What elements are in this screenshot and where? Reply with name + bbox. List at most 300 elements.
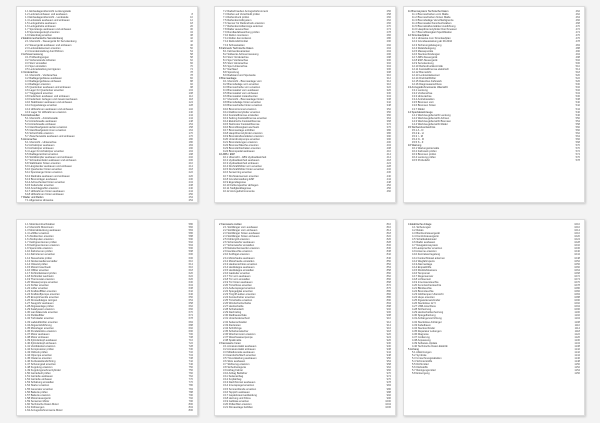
toc-entry-title: 12.12 Bremslicht — [412, 70, 432, 74]
toc-entry-title: 10.8 Grundeinstellung ESP — [223, 177, 255, 181]
toc-entry-page-number: 302 — [386, 61, 391, 65]
toc-entry-page-number: 762 — [188, 375, 193, 379]
toc-entry-page-number: 912 — [386, 320, 391, 324]
toc-entry-page-number: 372 — [386, 122, 391, 126]
toc-entry-page-number: 418 — [386, 159, 391, 163]
toc-entry-page-number: 930 — [386, 344, 391, 348]
toc-entry-page-number: 1108 — [574, 320, 580, 324]
toc-entry-page-number: 308 — [386, 70, 391, 74]
toc-entry-title: 4.8 Lautsprecher ersetzen — [412, 247, 443, 251]
toc-entry-page-number: 670 — [188, 311, 193, 315]
toc-entry-title: 16.2 Fahrwerk prüfen — [412, 150, 437, 154]
toc-entry-page-number: 908 — [386, 314, 391, 318]
toc-entry-title: 2.26 Windschutzscheibe — [223, 302, 252, 306]
toc-entry-title: 3.9 Airbag Fahrer — [223, 369, 244, 373]
toc-entry-title: 1.52 Getriebe einbauen — [25, 378, 53, 382]
toc-entry-page-number: 854 — [386, 265, 391, 269]
toc-entry-page-number: 476 — [575, 34, 580, 38]
toc-entry-title: 2.15 Heckklappe einstellen — [223, 268, 255, 272]
toc-entry-title: 7.13 Schneeketten — [223, 43, 245, 47]
toc-entry-page-number: 610 — [188, 259, 193, 263]
toc-entry-title: 1.40 Zylinderkopf einbauen — [25, 341, 57, 345]
toc-entry-page-number: 1020 — [574, 235, 580, 239]
toc-entry-page-number: 404 — [386, 144, 391, 148]
toc-entry-title: 6.17 Hilfsrahmen hinten ausbauen — [25, 189, 65, 193]
toc-entry-title: 2.4 Stoßfänger hinten einbauen — [223, 235, 260, 239]
toc-entry-page-number: 356 — [386, 110, 391, 114]
toc-entry-page-number: 1060 — [574, 265, 580, 269]
toc-entry-page-number: 1010 — [574, 226, 580, 230]
toc-entry-title: 2.7 Scheinwerfer einstellen — [223, 244, 255, 248]
toc-entry-page-number: 312 — [386, 80, 391, 84]
toc-entry-page-number: 78 — [190, 73, 193, 77]
toc-entry-title: 5.1 Übersicht - Antriebswelle — [25, 116, 58, 120]
toc-entry-page-number: 296 — [386, 52, 391, 56]
toc-entry-page-number: 1138 — [574, 344, 580, 348]
toc-entry-page-number: 118 — [188, 98, 193, 102]
toc-entry-page-number: 410 — [386, 150, 391, 154]
toc-entry-title: 2.4 Grundeinstellung durchführen — [25, 49, 64, 53]
toc-entry-page-number: 688 — [188, 323, 193, 327]
toc-entry-title: 5.2 Symbole — [412, 354, 427, 358]
toc-entry-title: 4.25 Zigarettenanzünder — [412, 299, 441, 303]
toc-entry-title: 2.5 Kühlergrill ersetzen — [223, 238, 250, 242]
toc-entry-title: 9.24 Bremspedal ausbauen — [223, 150, 255, 154]
toc-entry-page-number: 1148 — [574, 360, 580, 364]
toc-entry-page-number: 50 — [190, 46, 193, 50]
toc-entry-page-number: 894 — [386, 302, 391, 306]
toc-entry-page-number: 1076 — [574, 280, 580, 284]
toc-entry-page-number: 926 — [386, 338, 391, 342]
toc-entry-page-number: 510 — [575, 64, 580, 68]
toc-entry-title: 8.9 Radstand und Spurweite — [223, 73, 256, 77]
toc-entry-page-number: 520 — [575, 73, 580, 77]
toc-entry-page-number: 432 — [386, 168, 391, 172]
toc-entry-title: 11.4 Bremssattel Kennbuchstaben — [412, 22, 452, 26]
toc-entry-page-number: 1126 — [574, 335, 580, 339]
toc-entry-title: 10.6 Sensorring ersetzen — [223, 171, 252, 175]
toc-entry-page-number: 642 — [188, 290, 193, 294]
toc-entry-title: 10.2 Hydraulikeinheit ausbauen — [223, 159, 260, 163]
toc-entry-page-number: 770 — [188, 378, 193, 382]
toc-entry-title: 9.12 Feststellbremse einstellen — [223, 113, 259, 117]
toc-entry-page-number: 300 — [386, 58, 391, 62]
toc-entry-title: 8.3 Sturz Vorderachse — [223, 55, 249, 59]
toc-entry-title: 13.2 Vorderachse — [412, 92, 433, 96]
toc-entry-title: 1.6 Lenkgetriebe einbauen — [25, 25, 56, 29]
toc-entry-title: 4.6 Lager für Querlenker ersetzen — [25, 89, 64, 93]
toc-entry-title: 2.24 Fensterheber ersetzen — [223, 296, 255, 300]
toc-entry-page-number: 98 — [190, 86, 193, 90]
toc-entry — [21, 199, 193, 202]
toc-entry-title: 1.23 Kraftstofffilter ersetzen — [25, 290, 57, 294]
toc-entry-page-number: 790 — [188, 393, 193, 397]
toc-entry-page-number: 1104 — [574, 317, 580, 321]
toc-entry-page-number: 950 — [386, 357, 391, 361]
toc-entry-title: 13 Anzugsdrehmomente Übersicht — [408, 86, 448, 90]
toc-entry-page-number: 1080 — [574, 286, 580, 290]
toc-entry-page-number: 222 — [188, 171, 193, 175]
toc-entry-title: 1.39 Zylinderkopf ausbauen — [25, 338, 58, 342]
toc-entry-title: 12.15 Datenbus Fahrwerk — [412, 80, 442, 84]
toc-entry-title: 2.38 Spaltmaße — [223, 338, 242, 342]
toc-entry-title: 6.10 Querlenker hinten ersetzen — [25, 168, 63, 172]
toc-entry-title: 9.4 Bremssattel vorn ausbauen — [223, 89, 259, 93]
toc-entry-title: 9.23 Bremslichtschalter ersetzen — [223, 147, 261, 151]
toc-entry-title: 1.62 Anzugsdrehmomente Motor — [25, 408, 63, 412]
toc-entry-page-number: 638 — [188, 286, 193, 290]
toc-entry-title: 7.4 Reifendruck prüfen — [223, 16, 250, 20]
toc-entry-title: 1.48 Kupplung ersetzen — [25, 366, 53, 370]
toc-entry-page-number: 292 — [386, 43, 391, 47]
toc-entry-page-number: 860 — [386, 271, 391, 275]
toc-entry-title: 2.21 Außenspiegel ersetzen — [223, 286, 256, 290]
toc-entry-page-number: 108 — [188, 92, 193, 96]
toc-entry-title: 1.20 Wasserpumpe ersetzen — [25, 280, 59, 284]
toc-entry-title: 3.20 Pollenfilter ersetzen — [223, 402, 252, 406]
toc-entry-title: 1.2 Lenkrad einbauen und ausbauen — [25, 13, 68, 17]
toc-entry-page-number: 518 — [575, 70, 580, 74]
toc-entry-title: 9.11 Radbremszylinder ersetzen — [223, 110, 261, 114]
toc-entry-title: 2.31 Unterbodenschutz — [223, 317, 250, 321]
toc-entry-title: 1.9 Faltenbalg ersetzen — [25, 34, 53, 38]
toc-entry-title: 3.17 Gepäckraumverkleidung — [223, 393, 257, 397]
toc-entry-page-number: 1156 — [574, 372, 580, 376]
toc-entry-page-number: 364 — [386, 116, 391, 120]
toc-entry-title: 1.8 Spurstangenkopf ersetzen — [25, 31, 60, 35]
toc-entry-title: 1.41 Ventildeckel ersetzen — [25, 344, 56, 348]
toc-entry-page-number: 306 — [386, 67, 391, 71]
toc-entry-title: 1.3 Einbaulagenübersicht - Lenksäule — [25, 16, 69, 20]
toc-entry-title: 4.38 Anpassung — [412, 338, 431, 342]
toc-entry-page-number: 1146 — [574, 357, 580, 361]
toc-entry-title: 2.18 Tür vorn einstellen — [223, 277, 251, 281]
toc-entry-page-number: 722 — [188, 341, 193, 345]
toc-entry-title: 3.11 Seitenairbag — [223, 375, 244, 379]
toc-entry-title: 5.8 Entsorgung — [412, 372, 430, 376]
toc-entry-page-number: 342 — [386, 101, 391, 105]
toc-entry-page-number: 838 — [386, 250, 391, 254]
toc-entry-title: 6.14 Achsschenkel hinten ersetzen — [25, 180, 66, 184]
toc-entry-title: 5.7 Zwischenwelle ausbauen und einbauen — [25, 134, 75, 138]
toc-entry-title: 12.8 ESP-Steuergerät — [412, 58, 438, 62]
toc-entry-title: 9 Bremsanlage — [219, 77, 237, 81]
toc-entry-page-number: 360 — [386, 113, 391, 117]
toc-entry-page-number: 1100 — [574, 311, 580, 315]
toc-entry-title: 2.37 Waschwasserpumpe — [223, 335, 253, 339]
toc-entry-title: 3.5 Lenkradstellung korrigieren — [25, 67, 61, 71]
toc-entry-page-number: 1130 — [574, 338, 580, 342]
toc-entry-page-number: 536 — [575, 95, 580, 99]
toc-entry-page-number: 550 — [575, 116, 580, 120]
toc-entry-title: 8.7 Nachlauf — [223, 67, 238, 71]
toc-entry-title: 5.2 Antriebswelle ausbauen — [25, 119, 57, 123]
toc-entry-title: 4.37 Codierung — [412, 335, 430, 339]
toc-entry-title: 3.8 Sicherheitsgurte — [223, 366, 247, 370]
toc-entry-page-number: 618 — [188, 268, 193, 272]
toc-entry-page-number: 1152 — [574, 366, 580, 370]
toc-entry-page-number: 662 — [188, 305, 193, 309]
document-page-5 — [214, 219, 396, 416]
toc-entry-title: 4.14 Einparkhilfe — [412, 265, 432, 269]
toc-entry-page-number: 862 — [386, 274, 391, 278]
toc-entry-page-number: 966 — [386, 369, 391, 373]
toc-entry-page-number: 944 — [386, 350, 391, 354]
toc-entry-page-number: 234 — [188, 180, 193, 184]
toc-entry-title: 4.8 Federbein ausbauen und einbauen — [25, 95, 70, 99]
toc-entry-title: 1.25 Einspritzventile ersetzen — [25, 296, 59, 300]
toc-entry-page-number: 674 — [188, 314, 193, 318]
toc-entry-title: 16 Wartung — [408, 144, 422, 148]
toc-entry-page-number: 1040 — [574, 250, 580, 254]
toc-entry-page-number: 600 — [188, 253, 193, 257]
toc-entry-title: 9.6 Bremssattel instandsetzen — [223, 95, 258, 99]
toc-entry-title: 1.22 Lüfter ersetzen — [25, 286, 49, 290]
toc-entry-page-number: 210 — [188, 162, 193, 166]
toc-entry-page-number: 140 — [188, 110, 193, 114]
toc-entry-title: 6.13 Bremsträger ausbauen — [25, 177, 58, 181]
toc-entry-page-number: 880 — [386, 290, 391, 294]
toc-entry-title: 2.6 Scheinwerfer ausbauen — [223, 241, 255, 245]
toc-entry-title: 1.46 Kurbelwellendichtring — [25, 360, 56, 364]
toc-entry-page-number: 312 — [386, 77, 391, 81]
toc-entry-page-number: 578 — [575, 159, 580, 163]
toc-entry-title: 9.5 Bremssattel vorn einbauen — [223, 92, 259, 96]
toc-entry-title: 5.6 Klebstoffe — [412, 366, 428, 370]
toc-entry-title: 1.6 Zündspulen ersetzen — [25, 238, 54, 242]
toc-entry-title: 1.58 Motorsteuergerät — [25, 396, 51, 400]
toc-entry-page-number: 560 — [575, 125, 580, 129]
toc-entry-page-number: 906 — [386, 311, 391, 315]
toc-entry-page-number: 154 — [188, 122, 193, 126]
toc-entry-page-number: 214 — [188, 165, 193, 169]
toc-entry-title: 7.10 Reifen montieren — [223, 34, 249, 38]
toc-entry-page-number: 622 — [188, 274, 193, 278]
toc-entry-page-number: 986 — [386, 387, 391, 391]
toc-entry-title: 10.1 Übersicht - ABS Hydraulikeinheit — [223, 156, 267, 160]
toc-entry-page-number: 414 — [386, 153, 391, 157]
toc-entry-page-number: 544 — [575, 107, 580, 111]
toc-entry-page-number: 592 — [188, 241, 193, 245]
toc-entry-title: 2.25 Türscheibe ersetzen — [223, 299, 253, 303]
toc-entry-title: 1.26 Drosselklappe reinigen — [25, 299, 58, 303]
toc-entry-title: 4.9 Federbein zerlegen und zusammenbauen — [25, 98, 78, 102]
toc-entry-page-number: 1000 — [385, 399, 391, 403]
toc-entry-page-number: 984 — [386, 384, 391, 388]
toc-entry-title: 6.16 Anschlagpuffer ersetzen — [25, 186, 59, 190]
toc-entry-title: 13.1 Lenkung — [412, 89, 428, 93]
toc-entry-title: 16.4 Lenkung prüfen — [412, 156, 436, 160]
document-page-3 — [403, 6, 585, 203]
toc-entry-title: 1.8 Keilrippenriemen ersetzen — [25, 244, 60, 248]
toc-entry-page-number: 474 — [575, 31, 580, 35]
toc-entry-title: 4.3 Radlagergehäuse einbauen — [25, 80, 62, 84]
toc-entry-page-number: 270 — [386, 25, 391, 29]
toc-entry-page-number: 918 — [386, 329, 391, 333]
toc-entry-title: 2.27 Heckscheibe — [223, 305, 244, 309]
toc-entry-page-number: 1154 — [574, 369, 580, 373]
toc-entry-title: 12.6 Steckverbindungen — [412, 52, 440, 56]
toc-entry-title: 4.1 Übersicht - Vorderachse — [25, 73, 58, 77]
toc-entry-title: 1.44 Ölpumpe ersetzen — [25, 354, 52, 358]
toc-entry-page-number: 54 — [190, 49, 193, 53]
toc-entry-page-number: 262 — [386, 19, 391, 23]
toc-entry-page-number: 582 — [188, 226, 193, 230]
toc-entry-title: 3.12 Kopfairbag — [223, 378, 242, 382]
toc-entry-page-number: 534 — [575, 92, 580, 96]
toc-entry-title: 13.3 Hinterachse — [412, 95, 432, 99]
toc-entry-page-number: 124 — [188, 101, 193, 105]
toc-entry-page-number: 112 — [188, 95, 193, 99]
toc-entry-title: 4.31 Anhängervorrichtung — [412, 317, 442, 321]
toc-entry-page-number: 866 — [386, 277, 391, 281]
toc-entry-page-number: 330 — [386, 92, 391, 96]
toc-entry-page-number: 1082 — [574, 290, 580, 294]
toc-entry-page-number: 876 — [386, 286, 391, 290]
toc-entry-page-number: 570 — [575, 144, 580, 148]
toc-entry-title: 1.1 Einbaulagenübersicht Lenkungsteile — [25, 10, 72, 13]
toc-entry-title: 11 Bremssystem Technische Daten — [408, 10, 449, 13]
toc-entry-title: 4.28 Sitzheizung — [412, 308, 432, 312]
toc-list — [219, 10, 391, 193]
toc-entry-page-number: 448 — [386, 180, 391, 184]
toc-entry-page-number: 756 — [188, 369, 193, 373]
toc-entry-title: 1.17 Kühlmittelstand prüfen — [25, 271, 57, 275]
toc-entry-page-number: 274 — [386, 28, 391, 32]
toc-entry-title: 1.21 Kühler ersetzen — [25, 283, 49, 287]
toc-entry-page-number: 368 — [386, 119, 391, 123]
toc-entry-title: 3.2 Armaturentafel einbauen — [223, 347, 256, 351]
toc-entry-title: 4.15 Rückfahrkamera — [412, 268, 437, 272]
toc-entry-page-number: 92 — [190, 83, 193, 87]
toc-entry-page-number: 254 — [188, 195, 193, 199]
toc-entry-page-number: 46 — [190, 43, 193, 47]
toc-entry-page-number: 396 — [386, 137, 391, 141]
toc-entry-title: 3.4 Handschuhfach ersetzen — [223, 354, 257, 358]
toc-list — [21, 10, 193, 202]
toc-entry-title: 1.11 Zahnriemen ersetzen — [25, 253, 56, 257]
toc-entry-title: 3.10 Airbag Beifahrer — [223, 372, 248, 376]
toc-entry-title: 9.13 Seilzug Feststellbremse ersetzen — [223, 116, 267, 120]
toc-entry-page-number: 546 — [575, 113, 580, 117]
toc-entry-page-number: 914 — [386, 323, 391, 327]
toc-entry-page-number: 598 — [188, 250, 193, 254]
toc-entry-page-number: 514 — [575, 67, 580, 71]
toc-entry-title: 2.20 Türschloss ersetzen — [223, 283, 252, 287]
toc-entry-title: 4 Vorderachse — [21, 70, 38, 74]
toc-entry-page-number: 852 — [386, 262, 391, 266]
toc-entry-title: 4.7 Navigationssystem — [412, 244, 439, 248]
toc-entry-page-number: 976 — [386, 378, 391, 382]
toc-entry-page-number: 74 — [190, 67, 193, 71]
toc-entry-title: 9.18 Hauptbremszylinder ersetzen — [223, 131, 263, 135]
toc-entry-title: 1.14 Ölstand prüfen — [25, 262, 48, 266]
toc-entry-title: 8 Fahrwerk Technische Daten — [219, 46, 254, 50]
toc-entry-title: 11.1 Bremsscheiben vorn Maße — [412, 13, 449, 17]
toc-entry-page-number: 590 — [188, 238, 193, 242]
toc-entry-title: 4.11 Funkschlüssel anlernen — [412, 256, 445, 260]
toc-entry-title: 6.6 Stoßdämpfer ausbauen und einbauen — [25, 156, 73, 160]
toc-entry-title: 11.3 Bremsbeläge Verschleißgrenze — [412, 19, 454, 23]
toc-entry-title: 12.9 Servolenkung — [412, 61, 434, 65]
toc-entry-page-number: 750 — [188, 366, 193, 370]
toc-entry-page-number: 978 — [386, 381, 391, 385]
toc-entry-page-number: 716 — [188, 338, 193, 342]
toc-entry-page-number: 1092 — [574, 302, 580, 306]
toc-entry-page-number: 282 — [386, 34, 391, 38]
toc-entry-title: 5 Anhang — [408, 347, 419, 351]
toc-entry-title: 4.24 Hupe ersetzen — [412, 296, 435, 300]
toc-entry-page-number: 484 — [575, 43, 580, 47]
toc-entry-title: 10.12 Anzugsdrehmomente — [223, 189, 255, 193]
toc-entry-title: 14.4 Werkzeugübersicht Räder — [412, 122, 448, 126]
toc-entry-page-number: 294 — [386, 49, 391, 53]
toc-entry-page-number: 1090 — [574, 299, 580, 303]
toc-list — [219, 223, 391, 409]
toc-entry-title: 2.14 Heckklappe ausbauen — [223, 265, 255, 269]
toc-entry-page-number: 1094 — [574, 305, 580, 309]
toc-entry-title: 10.11 Stellglieddiagnose — [223, 186, 252, 190]
toc-entry-page-number: 390 — [386, 134, 391, 138]
toc-entry-page-number: 440 — [386, 174, 391, 178]
toc-entry-page-number: 974 — [386, 375, 391, 379]
toc-entry-page-number: 424 — [386, 162, 391, 166]
toc-entry-title: 12.3 Sicherungsbelegung — [412, 43, 442, 47]
toc-entry-title: 6.9 Längslenker ausbauen und einbauen — [25, 165, 73, 169]
toc-entry-page-number: 58 — [190, 52, 193, 56]
toc-entry-page-number: 1096 — [574, 308, 580, 312]
toc-entry-title: 14 Spezialwerkzeuge — [408, 110, 433, 114]
toc-entry-page-number: 290 — [386, 40, 391, 44]
toc-entry-page-number: 1150 — [574, 363, 580, 367]
toc-entry-title: 9.10 Bremstrommel ersetzen — [223, 107, 257, 111]
toc-entry-title: 12.10 Reifendruckkontrolle — [412, 64, 443, 68]
toc-entry-title: 1.2 Übersicht Motorraum — [25, 226, 54, 230]
toc-entry-page-number: 1102 — [574, 314, 580, 318]
toc-entry-title: 7.5 Reifenkontrollsystem — [223, 19, 252, 23]
toc-entry-title: 1.5 Lenkgetriebe ausbauen — [25, 22, 57, 26]
toc-entry-page-number: 1004 — [385, 402, 391, 406]
toc-entry-title: 9.2 Bremsbeläge vorn ersetzen — [223, 83, 260, 87]
toc-entry-page-number: 850 — [386, 259, 391, 263]
toc-entry-title: 2.28 Schiebedach — [223, 308, 244, 312]
toc-entry-title: 10.10 Fehlerspeicher abfragen — [223, 183, 259, 187]
toc-entry-page-number: 890 — [386, 299, 391, 303]
toc-entry-title: 9.7 Übersicht - Bremsanlage hinten — [223, 98, 264, 102]
toc-entry-title: 10.4 Drehzahlfühler vorn ersetzen — [223, 165, 263, 169]
toc-entry-page-number: 560 — [575, 128, 580, 132]
toc-entry-page-number: 576 — [575, 156, 580, 160]
toc-entry-page-number: 62 — [190, 58, 193, 62]
toc-entry-page-number: 734 — [188, 354, 193, 358]
toc-entry-title: 3.1 Prüfbedingungen — [25, 55, 50, 59]
toc-entry-page-number: 88 — [190, 80, 193, 84]
toc-entry-title: 2.30 Radhausschale — [223, 314, 247, 318]
toc-entry-page-number: 206 — [188, 159, 193, 163]
toc-entry-page-number: 66 — [190, 61, 193, 65]
toc-entry-title: 1.31 Partikelfilter — [25, 314, 45, 318]
toc-entry-title: 6.12 Radnabe ausbauen und einbauen — [25, 174, 70, 178]
toc-entry-title: 4.12 Wegfahrsperre — [412, 259, 435, 263]
toc-entry-title: 12.4 Relaisbelegung — [412, 46, 436, 50]
toc-entry-title: 3.2 Vorbereitende Arbeiten — [25, 58, 56, 62]
toc-entry-title: 1.57 Batterie ersetzen — [25, 393, 51, 397]
toc-entry-title: 2.33 Zierleisten — [223, 323, 241, 327]
toc-entry-page-number: 490 — [575, 49, 580, 53]
toc-entry-title: 4.34 Steckverbinder — [412, 326, 436, 330]
toc-entry-page-number: 962 — [386, 366, 391, 370]
toc-entry-title: 13.7 Räder — [412, 107, 425, 111]
